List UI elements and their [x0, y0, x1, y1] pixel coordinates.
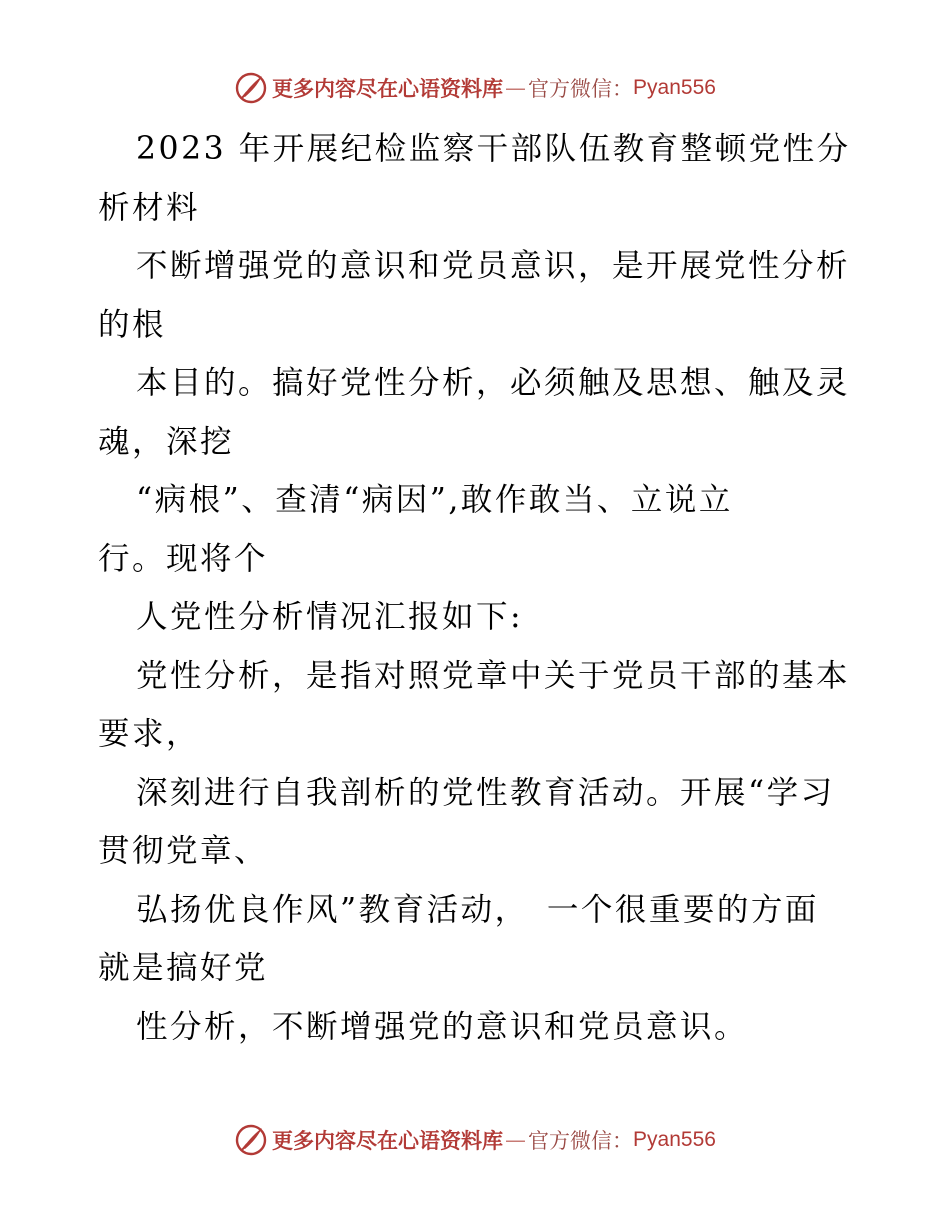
text-line: 的根: [98, 306, 167, 343]
watermark-prefix: 更多内容尽在心语资料库: [272, 1129, 504, 1153]
text-line: 党性分析，是指对照党章中关于党员干部的基本: [136, 657, 851, 694]
text-line: 要求，: [98, 716, 201, 752]
watermark-prefix: 更多内容尽在心语资料库: [272, 77, 504, 101]
header-watermark: [0, 68, 950, 108]
text-line: 人党性分析情况汇报如下:: [136, 599, 524, 635]
footer-watermark: [0, 1120, 950, 1160]
watermark-separator: —: [505, 76, 527, 100]
text-line: “病根”、查清“病因”,敢作敢当、立说立: [136, 482, 733, 518]
text-line: 行。现将个: [98, 540, 269, 577]
text-line: 析材料: [98, 189, 201, 226]
text-line: 本目的。搞好党性分析，必须触及思想、触及灵: [136, 365, 851, 401]
text-line: 弘扬优良作风”教育活动， 一个很重要的方面: [136, 891, 819, 928]
watermark-separator: —: [505, 1128, 527, 1152]
watermark-label: 官方微信：: [528, 77, 634, 101]
watermark-wechat-id: Pyan556: [633, 76, 716, 99]
text-line: 不断增强党的意识和党员意识，是开展党性分析: [136, 248, 851, 284]
watermark-wechat-id: Pyan556: [633, 1128, 716, 1151]
text-line: 性分析，不断增强党的意识和党员意识。: [136, 1008, 749, 1045]
text-line: 2023 年开展纪检监察干部队伍教育整顿党性分: [136, 131, 851, 167]
text-line: 深刻进行自我剖析的党性教育活动。开展“学习: [136, 774, 835, 811]
text-line: 就是搞好党: [98, 950, 269, 986]
text-line: 魂，深挖: [98, 423, 235, 460]
text-line: 贯彻党章、: [98, 833, 269, 869]
document-body: [98, 120, 858, 1056]
quill-logo-icon: [234, 71, 268, 105]
quill-logo-icon: [234, 1123, 268, 1157]
watermark-label: 官方微信：: [528, 1129, 634, 1153]
